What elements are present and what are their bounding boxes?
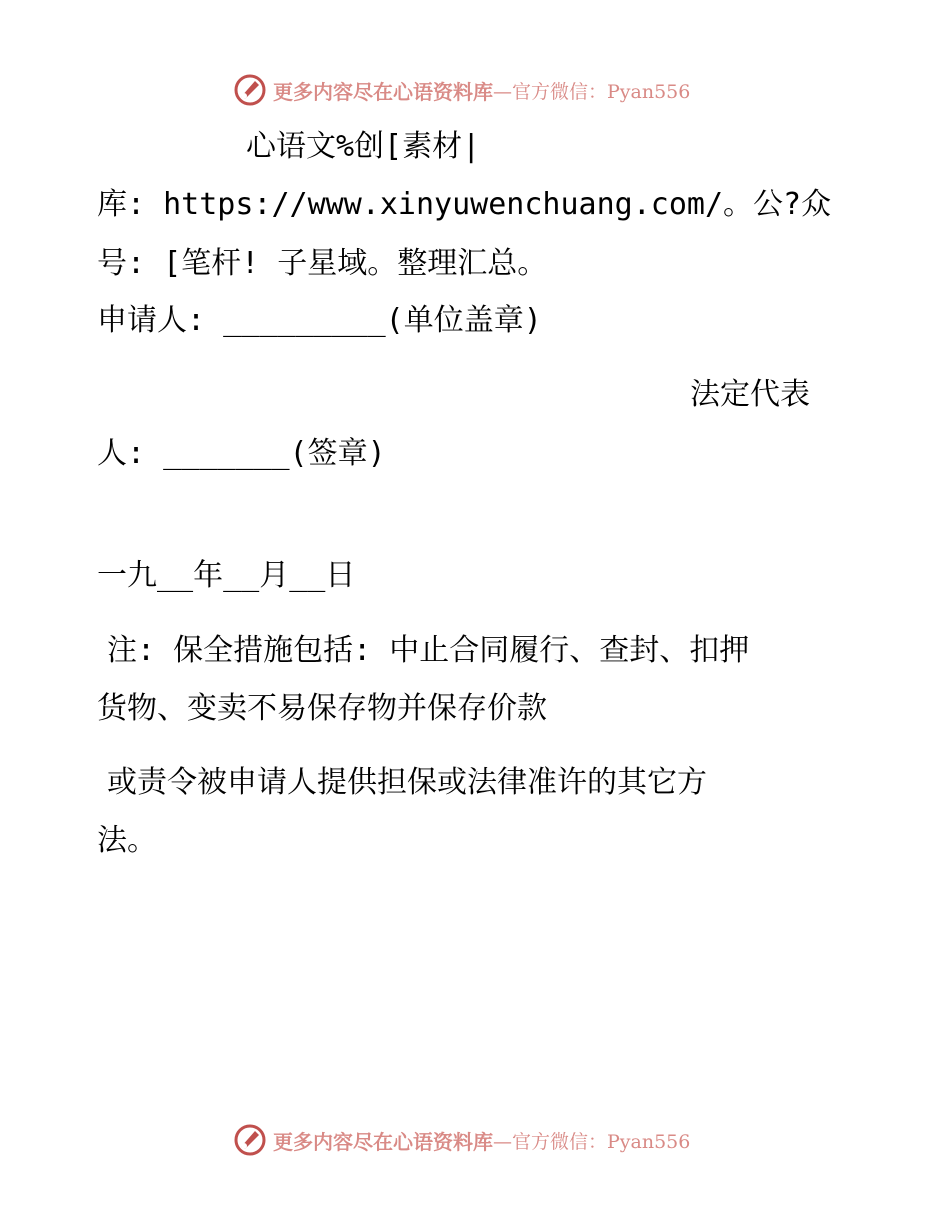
body-line-3: 号: [笔杆! 子星域。整理汇总。 — [97, 246, 548, 281]
brand-logo-icon — [233, 73, 267, 107]
footer-banner — [233, 1122, 690, 1158]
footer-banner-sub: —官方微信：Pyan556 — [493, 1130, 691, 1153]
note-line-4: 法。 — [97, 823, 157, 858]
header-banner — [233, 72, 690, 108]
body-line-1: 心语文%创[素材| — [246, 129, 481, 164]
header-banner-sub: —官方微信：Pyan556 — [493, 80, 691, 103]
note-line-2: 货物、变卖不易保存物并保存价款 — [97, 691, 547, 726]
applicant-line: 申请人: _________(单位盖章) — [97, 303, 542, 338]
date-line: 一九__年__月__日 — [97, 558, 356, 593]
legal-rep-label: 法定代表 — [690, 377, 810, 412]
note-line-3: 或责令被申请人提供担保或法律准许的其它方 — [107, 765, 707, 800]
note-line-1: 注: 保全措施包括: 中止合同履行、查封、扣押 — [107, 633, 750, 668]
header-banner-main: 更多内容尽在心语资料库 — [273, 79, 493, 104]
brand-logo-icon — [233, 1123, 267, 1157]
footer-banner-main: 更多内容尽在心语资料库 — [273, 1129, 493, 1154]
body-line-2: 库: https://www.xinyuwenchuang.com/。公?众 — [97, 187, 832, 222]
legal-rep-signature-line: 人: _______(签章) — [97, 436, 386, 471]
